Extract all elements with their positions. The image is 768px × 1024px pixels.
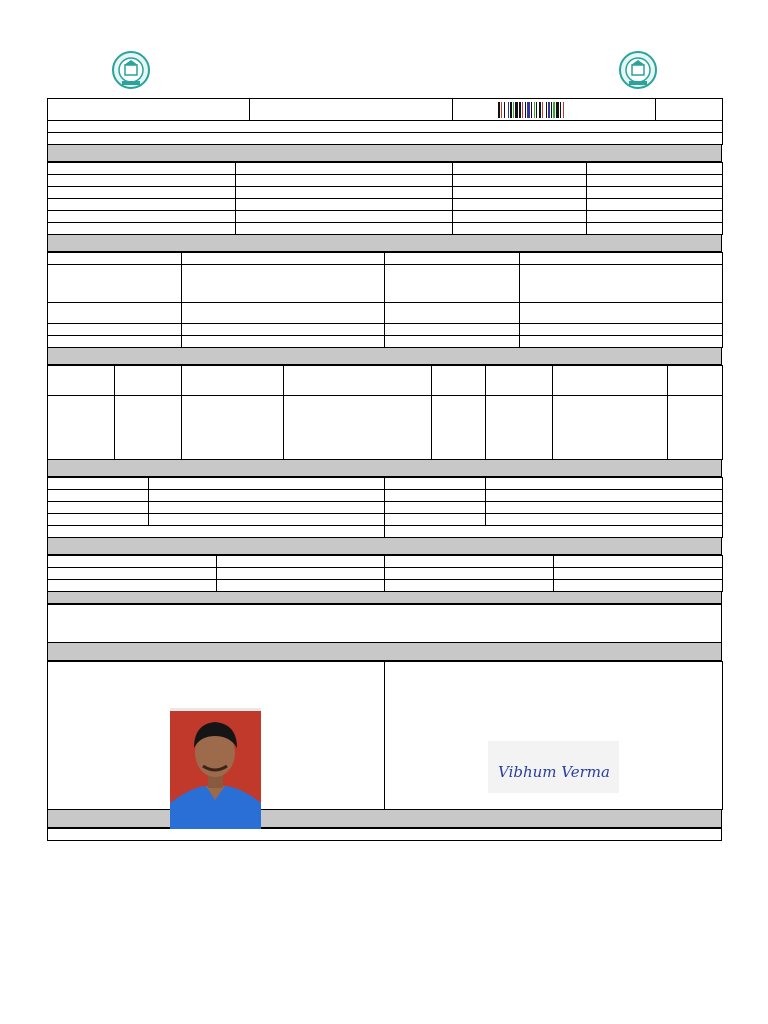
footer-table [47,828,722,841]
footer-cell [48,829,722,841]
info-row [48,121,723,133]
barcode-icon [498,102,610,118]
section-4-table [47,477,723,538]
header-cell [656,99,723,121]
section-band [47,643,722,661]
candidate-photo [170,708,261,829]
section-3-table [47,365,723,460]
section-5-table [47,555,723,592]
section-band [47,538,722,555]
section-band [47,235,722,252]
section-band [47,592,722,604]
declaration-cell [48,605,722,643]
section-2-table [47,252,723,348]
section-1-table [47,162,723,235]
section-band [47,145,722,162]
header-row-table [47,98,723,145]
institution-seal-icon [111,50,151,90]
candidate-signature [488,741,619,793]
application-form [47,98,722,841]
header-cell [48,99,250,121]
declaration-table [47,604,722,643]
barcode-bar [564,102,566,118]
section-band [47,810,722,828]
signature-text: Vibhum Verma [498,763,610,781]
signature-image [488,741,619,793]
section-band [47,348,722,365]
photo-signature-table [47,661,723,810]
institution-seal-icon [618,50,658,90]
header-cell [250,99,453,121]
barcode-cell [453,99,656,121]
section-band [47,460,722,477]
info-row [48,133,723,145]
